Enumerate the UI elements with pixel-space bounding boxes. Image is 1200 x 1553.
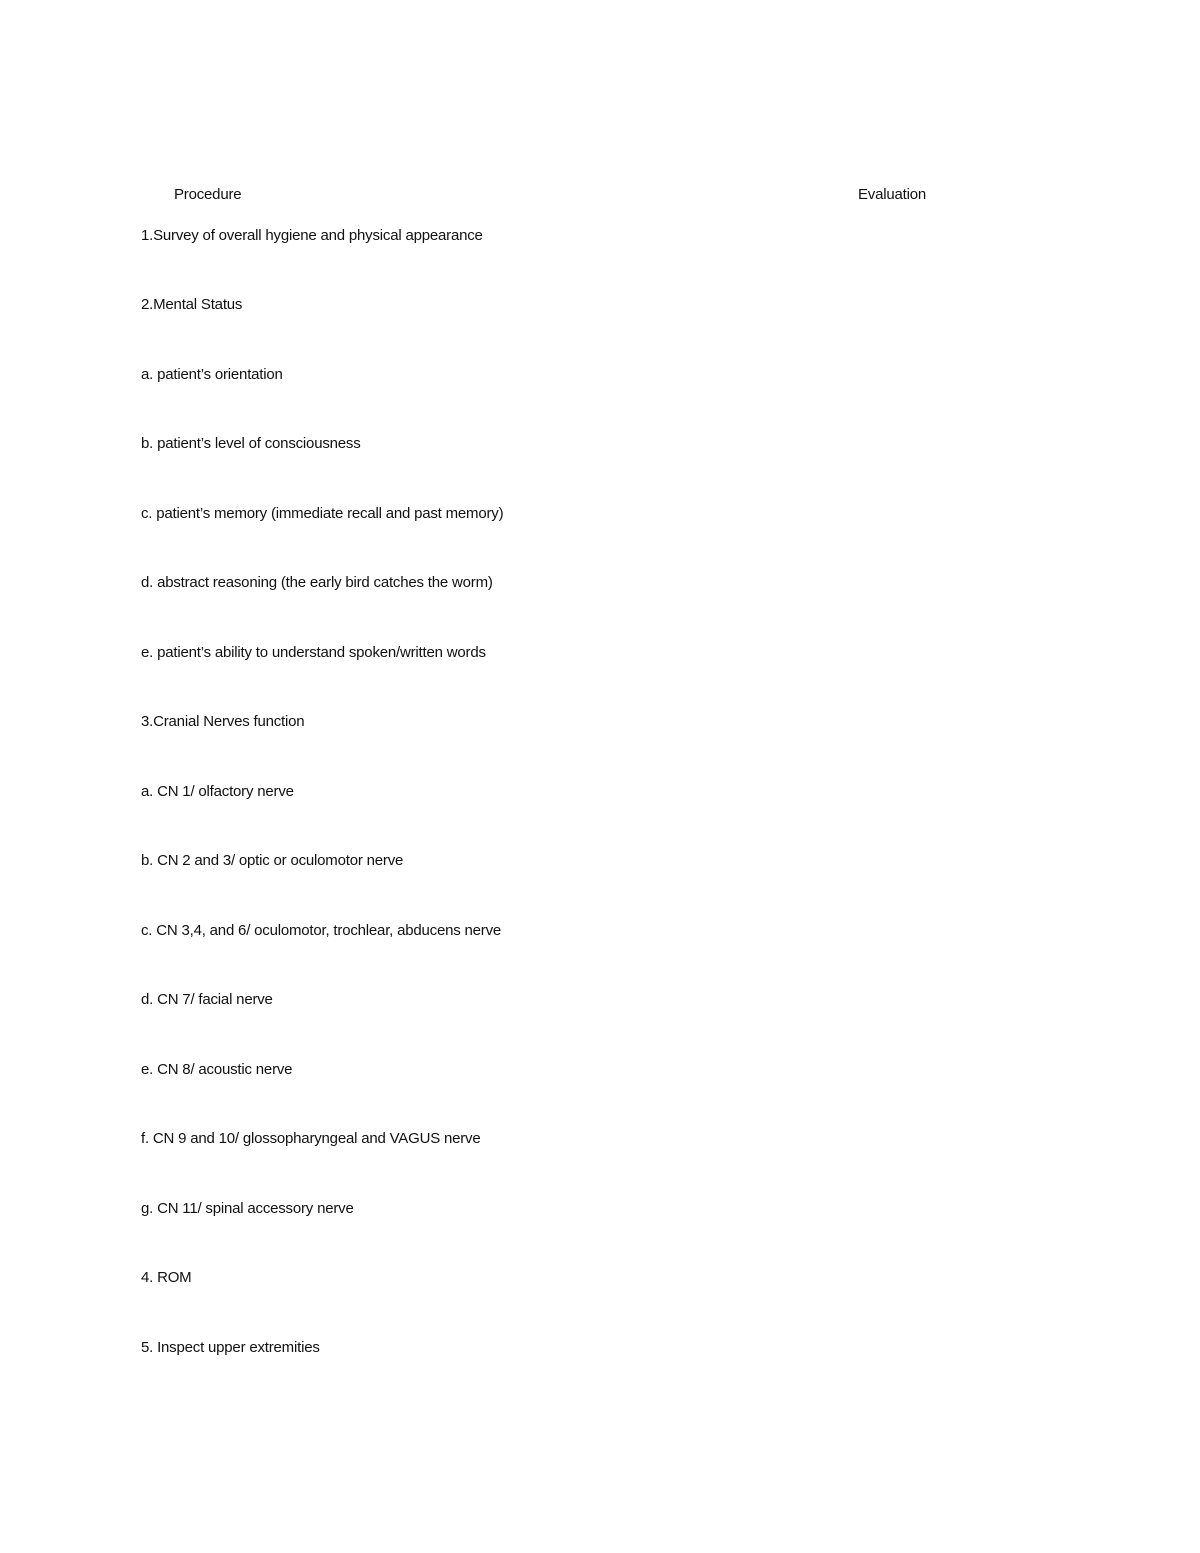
procedure-item-cn1: a. CN 1/ olfactory nerve [141,782,294,800]
procedure-item-mental-status: 2.Mental Status [141,296,243,313]
procedure-item-upper-extremities: 5. Inspect upper extremities [141,1338,320,1356]
evaluation-column-header: Evaluation [858,186,927,203]
procedure-item-language-understanding: e. patient’s ability to understand spoken/written words [141,643,486,661]
procedure-item-abstract-reasoning: d. abstract reasoning (the early bird catches the worm) [141,574,493,591]
procedure-item-orientation: a. patient’s orientation [141,365,283,383]
procedure-item-consciousness: b. patient’s level of consciousness [141,435,361,452]
procedure-item-cn8: e. CN 8/ acoustic nerve [141,1060,293,1078]
procedure-item-hygiene-survey: 1.Survey of overall hygiene and physical appearance [141,227,483,244]
procedure-item-memory: c. patient’s memory (immediate recall and past memory) [141,504,504,522]
procedure-item-rom: 4. ROM [141,1269,192,1286]
procedure-list [141,226,1041,1407]
column-headers [0,186,1200,208]
procedure-item-cn11: g. CN 11/ spinal accessory nerve [141,1199,354,1217]
procedure-item-cn2-3: b. CN 2 and 3/ optic or oculomotor nerve [141,852,404,869]
procedure-column-header: Procedure [174,186,242,203]
procedure-item-cn9-10: f. CN 9 and 10/ glossopharyngeal and VAGUS nerve [141,1130,481,1147]
procedure-item-cn7: d. CN 7/ facial nerve [141,991,273,1008]
procedure-item-cranial-nerves: 3.Cranial Nerves function [141,713,305,730]
procedure-item-cn3-4-6: c. CN 3,4, and 6/ oculomotor, trochlear, abducens nerve [141,921,502,939]
